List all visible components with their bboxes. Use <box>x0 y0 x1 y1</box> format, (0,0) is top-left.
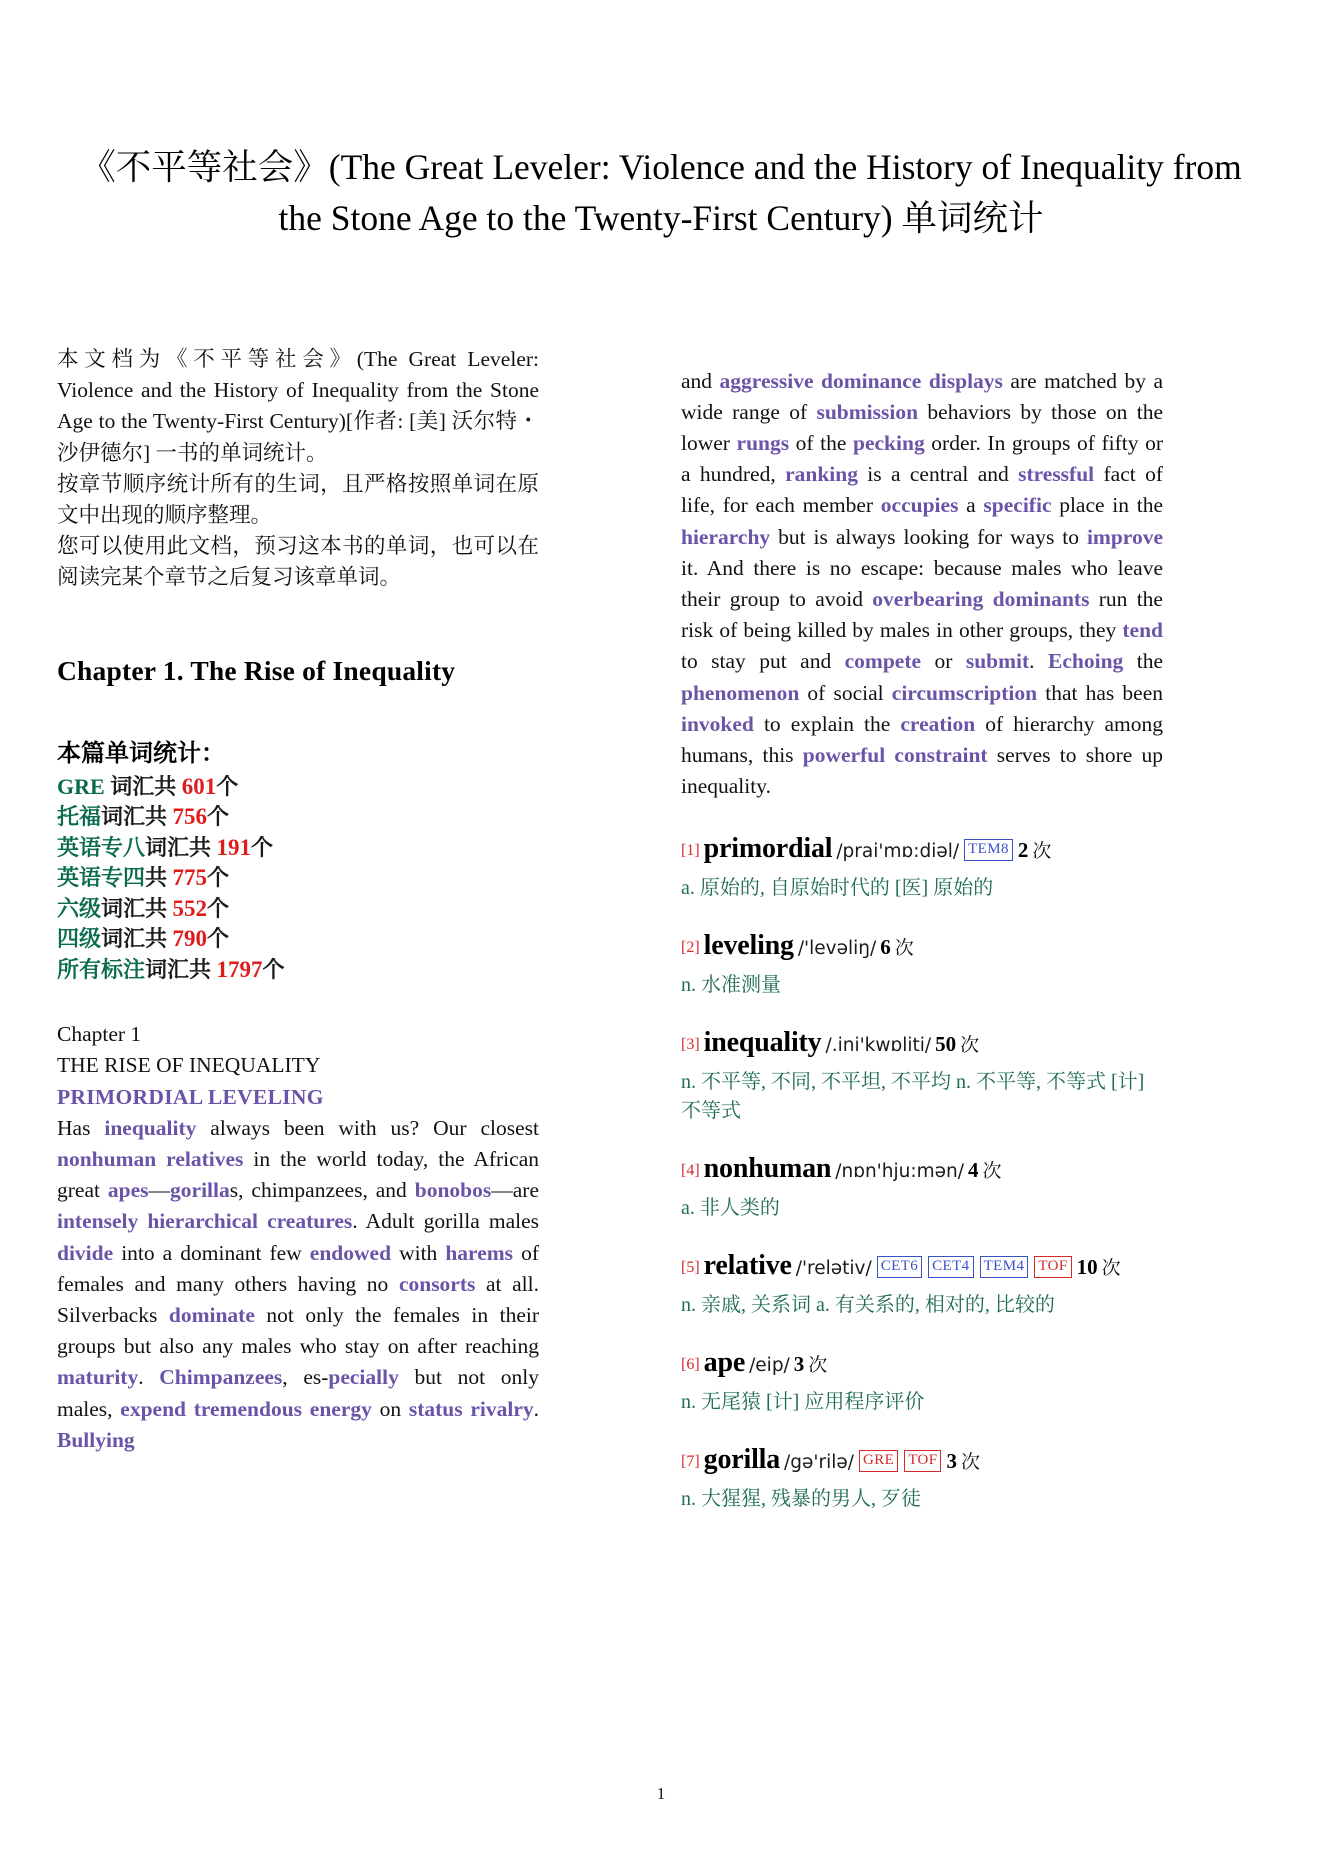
occurrence-count-unit: 次 <box>982 1161 1002 1183</box>
chapter-label: Chapter 1 <box>57 1022 142 1047</box>
stats-count-value: 191 <box>216 834 252 860</box>
stats-count-unit: 个 <box>251 834 274 860</box>
word-stats-list <box>57 772 539 986</box>
stats-count-value: 601 <box>181 773 217 799</box>
body-text-run: are matched by a wide range of <box>681 368 1163 424</box>
occurrence-count: 4 <box>967 1158 979 1183</box>
stats-row <box>57 802 539 833</box>
page-number: 1 <box>656 1784 666 1803</box>
entry-index: [4] <box>681 1162 700 1180</box>
occurrence-count: 2 <box>1017 838 1029 863</box>
body-text-run: is a central and <box>857 462 1019 487</box>
entry-header <box>681 1249 1163 1287</box>
body-text-run: but is always looking for ways to <box>770 524 1087 549</box>
entry-phonetic: /'levəliŋ/ <box>797 938 877 960</box>
body-text-run: serves to shore up inequality. <box>681 742 1163 799</box>
left-column <box>57 344 539 1456</box>
body-text-run: the <box>1123 649 1163 674</box>
intro-block <box>57 344 539 594</box>
intro-paragraph-1: 本文档为《不平等社会》(The Great Leveler: Violence and the History of Inequality from the Stone Age to the Twenty-First Century)[作者: [美] 沃尔特・沙伊德尔] 一书的单词统计。 <box>57 347 539 465</box>
occurrence-count-unit: 次 <box>808 1355 828 1377</box>
occurrence-count: 3 <box>793 1352 805 1377</box>
body-text-run: on <box>371 1396 409 1421</box>
stats-count-value: 756 <box>172 804 208 830</box>
entry-definition: n. 大猩猩, 残暴的男人, 歹徒 <box>681 1488 921 1511</box>
highlighted-word: rungs <box>736 430 790 455</box>
entry-phonetic: /prai'mɒ:diəl/ <box>836 841 960 863</box>
stats-row <box>57 894 539 925</box>
body-text-run: place in the <box>1051 493 1163 518</box>
highlighted-word: gorilla <box>170 1178 230 1203</box>
occurrence-count-unit: 次 <box>1032 841 1052 863</box>
body-text-run: s, chimpanzees, and <box>229 1178 415 1203</box>
highlighted-word: divide <box>57 1240 114 1265</box>
body-text-run: Has <box>57 1115 105 1140</box>
body-text-run: , es- <box>282 1365 329 1390</box>
highlighted-word: occupies <box>880 493 959 518</box>
stats-count-unit: 个 <box>216 773 239 799</box>
chapter-body-paragraph <box>57 1113 539 1456</box>
body-text-run: it. And there is no escape: because males who leave their group to avoid <box>681 555 1163 611</box>
occurrence-count: 6 <box>880 935 891 960</box>
intro-paragraph-2: 按章节顺序统计所有的生词，且严格按照单词在原文中出现的顺序整理。 <box>57 471 539 528</box>
entry-phonetic: /.ini'kwɒliti/ <box>825 1035 932 1057</box>
stats-connector-text: 词汇共 <box>101 804 173 830</box>
stats-heading: 本篇单词统计： <box>57 740 225 767</box>
section-title: PRIMORDIAL LEVELING <box>57 1084 324 1109</box>
entry-header <box>681 1026 1163 1064</box>
highlighted-word: harems <box>445 1240 514 1265</box>
exam-tag-badge: GRE <box>859 1450 898 1472</box>
body-text-run: into a dominant few <box>113 1240 310 1265</box>
highlighted-word: tend <box>1122 618 1163 643</box>
stats-count-unit: 个 <box>207 926 230 952</box>
entry-word: nonhuman <box>703 1153 832 1185</box>
entry-phonetic: /gə'rilə/ <box>784 1452 854 1474</box>
entry-index: [1] <box>681 842 700 860</box>
highlighted-word: stressful <box>1018 462 1095 487</box>
body-text-run: at all. Silverbacks <box>57 1271 539 1327</box>
highlighted-word: improve <box>1086 524 1163 549</box>
highlighted-word: phenomenon <box>681 680 800 705</box>
occurrence-count-unit: 次 <box>960 1035 980 1057</box>
occurrence-count: 10 <box>1076 1255 1098 1280</box>
occurrence-count: 50 <box>935 1032 957 1057</box>
page-title: 《不平等社会》(The Great Leveler: Violence and the History of Inequality from the Stone Age to the Twenty-First Century) 单词统计 <box>80 146 1242 238</box>
stats-category-label: GRE <box>57 773 105 799</box>
entry-index: [7] <box>681 1453 700 1471</box>
stats-connector-text: 共 <box>145 865 173 891</box>
entry-definition: a. 非人类的 <box>681 1197 780 1220</box>
stats-category-label: 托福 <box>57 804 102 830</box>
highlighted-word: consorts <box>398 1271 476 1296</box>
stats-row <box>57 833 539 864</box>
right-column <box>681 344 1163 1540</box>
highlighted-word: circumscription <box>891 680 1038 705</box>
stats-row <box>57 924 539 955</box>
highlighted-word: submission <box>816 399 919 424</box>
stats-connector-text: 词汇共 <box>145 834 217 860</box>
stats-category-label: 英语专八 <box>57 834 146 860</box>
stats-count-value: 1797 <box>216 956 263 982</box>
stats-row <box>57 863 539 894</box>
entry-phonetic: /eip/ <box>749 1355 790 1377</box>
vocabulary-entry <box>681 832 1163 903</box>
body-text-run: of hierarchy among humans, this <box>681 711 1163 767</box>
highlighted-word: specific <box>983 493 1052 518</box>
body-text-run: but not only males, <box>57 1365 540 1421</box>
stats-category-label: 所有标注 <box>57 956 146 982</box>
stats-count-value: 775 <box>172 865 208 891</box>
entry-word: leveling <box>703 930 794 962</box>
highlighted-word: apes <box>107 1178 149 1203</box>
body-text-run: not only the females in their groups but also any males who stay on after reaching <box>57 1302 540 1359</box>
highlighted-word: creation <box>900 711 976 736</box>
body-text-run: with <box>391 1240 446 1265</box>
stats-category-label: 六级 <box>57 895 102 921</box>
highlighted-word: powerful constraint <box>802 742 988 767</box>
stats-connector-text: 词汇共 <box>104 773 182 799</box>
body-text-run: —are <box>491 1178 539 1203</box>
body-text-run: . Adult gorilla males <box>352 1209 539 1234</box>
vocabulary-entry <box>681 1443 1163 1514</box>
stats-connector-text: 词汇共 <box>101 895 173 921</box>
highlighted-word: submit <box>965 649 1030 674</box>
stats-count-unit: 个 <box>207 895 230 921</box>
highlighted-word: Bullying <box>57 1427 135 1452</box>
body-text-run: order. In groups of fifty or a hundred, <box>681 430 1163 487</box>
body-text-run: run the risk of being killed by males in other groups, they <box>681 586 1163 643</box>
stats-count-value: 790 <box>172 926 208 952</box>
vocabulary-entry <box>681 1346 1163 1417</box>
vocabulary-entry <box>681 1026 1163 1126</box>
exam-tag-badge: TEM4 <box>980 1256 1029 1278</box>
highlighted-word: Echoing <box>1048 649 1124 674</box>
entry-word: relative <box>703 1250 792 1282</box>
stats-count-unit: 个 <box>207 804 230 830</box>
entry-header <box>681 929 1163 967</box>
entry-index: [6] <box>681 1356 700 1374</box>
stats-category-label: 英语专四 <box>57 865 146 891</box>
chapter-heading: Chapter 1. The Rise of Inequality <box>57 654 456 686</box>
occurrence-count-unit: 次 <box>894 938 914 960</box>
entry-phonetic: /nɒn'hju:mən/ <box>835 1161 964 1183</box>
highlighted-word: endowed <box>309 1240 392 1265</box>
highlighted-word: hierarchy <box>681 524 771 549</box>
exam-tag-badge: TEM8 <box>964 839 1013 861</box>
stats-count-unit: 个 <box>262 956 285 982</box>
exam-tag-badge: TOF <box>1034 1256 1071 1278</box>
highlighted-word: invoked <box>681 711 754 736</box>
highlighted-word: Chimpanzees <box>159 1365 283 1390</box>
vocabulary-entry-list <box>681 832 1163 1514</box>
body-text-run: . <box>138 1365 160 1390</box>
stats-connector-text: 词汇共 <box>145 956 217 982</box>
body-text-run: a <box>958 493 984 518</box>
vocabulary-entry <box>681 1152 1163 1223</box>
chapter-title-caps: THE RISE OF INEQUALITY <box>57 1053 321 1078</box>
entry-definition: a. 原始的, 自原始时代的 [医] 原始的 <box>681 877 994 900</box>
entry-phonetic: /'relətiv/ <box>795 1258 872 1280</box>
stats-connector-text: 词汇共 <box>101 926 173 952</box>
highlighted-word: aggressive dominance displays <box>719 368 1003 393</box>
entry-word: ape <box>703 1347 746 1379</box>
occurrence-count-unit: 次 <box>960 1452 980 1474</box>
highlighted-word: pecially <box>328 1365 399 1390</box>
entry-header <box>681 1152 1163 1190</box>
highlighted-word: inequality <box>104 1115 197 1140</box>
continued-paragraph <box>681 366 1163 803</box>
highlighted-word: ranking <box>785 462 858 487</box>
entry-index: [2] <box>681 939 700 957</box>
stats-row <box>57 955 539 986</box>
vocabulary-entry <box>681 929 1163 1000</box>
entry-word: primordial <box>703 833 833 865</box>
body-text-run: behaviors by those on the lower <box>681 399 1163 455</box>
entry-header <box>681 1443 1163 1481</box>
highlighted-word: nonhuman relatives <box>57 1146 244 1171</box>
entry-word: inequality <box>703 1027 822 1059</box>
entry-header <box>681 1346 1163 1384</box>
body-text-run: or <box>921 649 966 674</box>
stats-count-value: 552 <box>172 895 208 921</box>
entry-definition: n. 亲戚, 关系词 a. 有关系的, 相对的, 比较的 <box>681 1294 1055 1317</box>
entry-definition: n. 不平等, 不同, 不平坦, 不平均 n. 不平等, 不等式 [计] 不等式 <box>681 1071 1145 1123</box>
highlighted-word: intensely hierarchical creatures <box>57 1209 353 1234</box>
body-text-run: in the world today, the African great <box>57 1146 539 1203</box>
body-text-run: and <box>681 368 720 393</box>
highlighted-word: pecking <box>853 430 925 455</box>
body-text-run: of females and many others having no <box>57 1240 539 1296</box>
entry-header <box>681 832 1163 870</box>
body-text-run: fact of life, for each member <box>681 462 1163 518</box>
stats-row <box>57 772 539 803</box>
exam-tag-badge: TOF <box>904 1450 941 1472</box>
exam-tag-badge: CET4 <box>928 1256 973 1278</box>
entry-word: gorilla <box>703 1444 781 1476</box>
stats-category-label: 四级 <box>57 926 102 952</box>
occurrence-count-unit: 次 <box>1101 1258 1121 1280</box>
body-text-run: of social <box>799 680 892 705</box>
chapter-body-block <box>57 1019 539 1456</box>
body-text-run: — <box>148 1178 171 1203</box>
stats-count-unit: 个 <box>207 865 230 891</box>
vocabulary-entry <box>681 1249 1163 1320</box>
entry-index: [3] <box>681 1036 700 1054</box>
body-text-run: to stay put and <box>681 649 845 674</box>
intro-paragraph-3: 您可以使用此文档，预习这本书的单词，也可以在阅读完某个章节之后复习该章单词。 <box>57 534 539 590</box>
highlighted-word: compete <box>844 649 922 674</box>
highlighted-word: dominate <box>168 1302 255 1327</box>
highlighted-word: bonobos <box>414 1178 492 1203</box>
body-text-run: to explain the <box>753 711 901 736</box>
occurrence-count: 3 <box>946 1449 957 1474</box>
exam-tag-badge: CET6 <box>877 1256 922 1278</box>
entry-index: [5] <box>681 1259 700 1277</box>
body-text-run: that has been <box>1037 680 1163 705</box>
highlighted-word: status rivalry <box>408 1396 534 1421</box>
body-text-run: of the <box>789 430 854 455</box>
entry-definition: n. 水准测量 <box>681 974 781 997</box>
highlighted-word: expend tremendous energy <box>120 1396 372 1421</box>
body-text-run: always been with us? Our closest <box>196 1115 540 1140</box>
highlighted-word: overbearing dominants <box>872 586 1090 611</box>
body-text-run: . <box>533 1396 540 1421</box>
highlighted-word: maturity <box>57 1365 139 1390</box>
entry-definition: n. 无尾猿 [计] 应用程序评价 <box>681 1391 925 1414</box>
body-text-run: . <box>1029 649 1048 674</box>
